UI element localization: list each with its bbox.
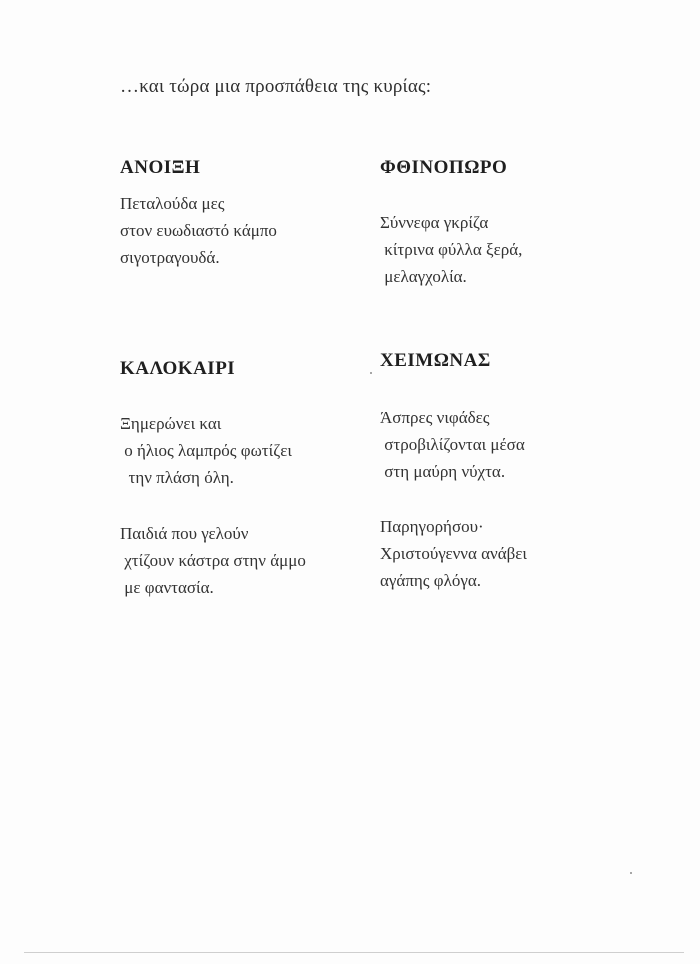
poem-spring-stanza: [120, 190, 277, 271]
poem-winter-stanza-1: [380, 404, 525, 485]
intro-line: …και τώρα μια προσπάθεια της κυρίας:: [120, 76, 432, 97]
poem-line: στη μαύρη νύχτα.: [380, 462, 506, 481]
scan-speck: [370, 372, 372, 374]
poem-line: μελαγχολία.: [380, 267, 467, 286]
poem-title-autumn: ΦΘΙΝΟΠΩΡΟ: [380, 157, 508, 178]
poem-line: την πλάση όλη.: [120, 468, 234, 487]
poem-line: Ξημερώνει και: [120, 414, 222, 433]
poem-title-spring: ΑΝΟΙΞΗ: [120, 157, 201, 178]
poem-line: σιγοτραγουδά.: [120, 248, 220, 267]
poem-line: Άσπρες νιφάδες: [380, 408, 490, 427]
poem-line: ο ήλιος λαμπρός φωτίζει: [120, 441, 292, 460]
scan-speck: [630, 872, 632, 874]
poem-winter-stanza-2: [380, 513, 527, 594]
poem-autumn-stanza: [380, 209, 522, 290]
poem-line: Σύννεφα γκρίζα: [380, 213, 489, 232]
poem-summer-stanza-2: [120, 520, 306, 601]
poem-line: στον ευωδιαστό κάμπο: [120, 221, 277, 240]
poem-line: Πεταλούδα μες: [120, 194, 225, 213]
poem-line: Παιδιά που γελούν: [120, 524, 249, 543]
poem-line: με φαντασία.: [120, 578, 214, 597]
poem-line: αγάπης φλόγα.: [380, 571, 482, 590]
poem-title-winter: ΧΕΙΜΩΝΑΣ: [380, 350, 491, 371]
poem-line: κίτρινα φύλλα ξερά,: [380, 240, 523, 259]
scan-edge-line: [24, 952, 684, 953]
poem-summer-stanza-1: [120, 410, 292, 491]
poem-line: χτίζουν κάστρα στην άμμο: [120, 551, 306, 570]
poem-title-summer: ΚΑΛΟΚΑΙΡΙ: [120, 358, 236, 379]
poem-line: Χριστούγεννα ανάβει: [380, 544, 527, 563]
poem-line: Παρηγορήσου·: [380, 517, 484, 536]
poem-line: στροβιλίζονται μέσα: [380, 435, 525, 454]
